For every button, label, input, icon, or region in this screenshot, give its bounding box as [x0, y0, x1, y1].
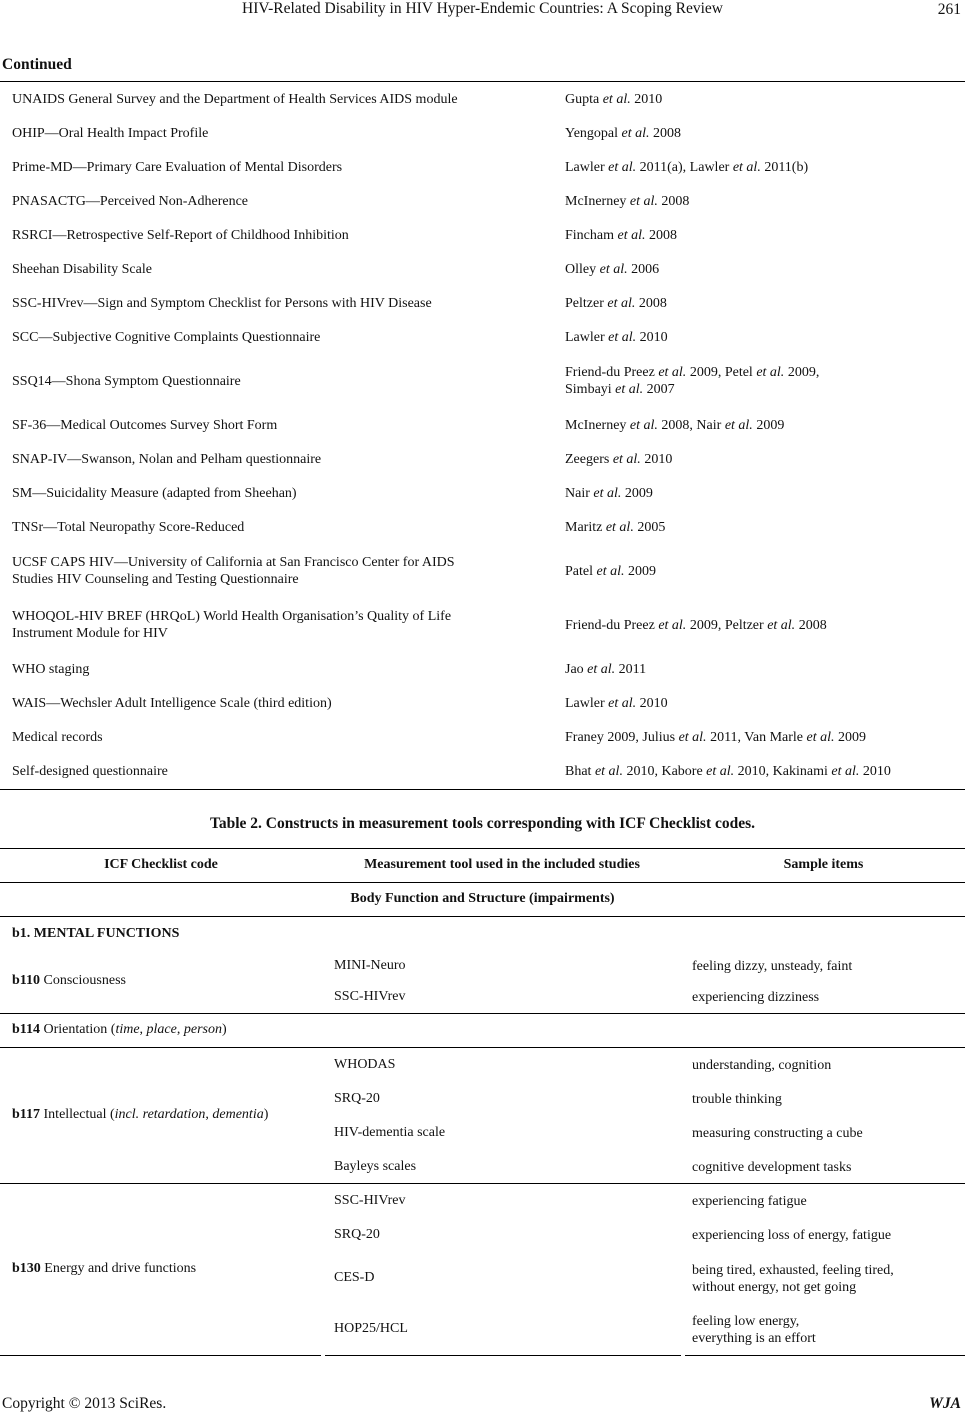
table1-tool-cell — [0, 159, 553, 176]
table1-reference-line: Olley et al. 2006 — [565, 261, 660, 277]
table1-reference-line: Simbayi et al. 2007 — [565, 382, 675, 397]
b117-sample-1: understanding, cognition — [692, 1058, 832, 1073]
b130-sample-3-line2: without energy, not get going — [692, 1280, 857, 1295]
table1-reference-cell — [553, 159, 965, 176]
code-b130-id: b130 — [12, 1261, 41, 1276]
table1-reference-line: Gupta et al. 2010 — [565, 91, 663, 107]
table1-reference-cell — [553, 729, 965, 746]
table1-tool-line: WHOQOL-HIV BREF (HRQoL) World Health Organisation’s Quality of Life — [12, 609, 452, 624]
b110-tool-1: MINI-Neuro — [334, 958, 406, 973]
code-b110-name: Consciousness — [43, 973, 126, 988]
header-measurement-tool: Measurement tool used in the included studies — [364, 857, 640, 872]
table1-tool-cell — [0, 763, 553, 780]
table1-reference-line: Friend-du Preez et al. 2009, Petel et al. 2009, — [565, 365, 820, 380]
b130-sample-4-line2: everything is an effort — [692, 1331, 816, 1346]
table1-tool-line: Instrument Module for HIV — [12, 626, 168, 641]
b130-sample-1: experiencing fatigue — [692, 1194, 807, 1209]
table1-tool-line: SF-36—Medical Outcomes Survey Short Form — [12, 417, 278, 433]
table1-reference-line: Peltzer et al. 2008 — [565, 295, 667, 311]
table1-reference-line: Nair et al. 2009 — [565, 485, 653, 501]
code-b114-person: person — [183, 1022, 222, 1037]
table1-tool-cell — [0, 261, 553, 278]
b117-tool-2: SRQ-20 — [334, 1091, 380, 1106]
code-b114 — [12, 1022, 227, 1038]
b130-tool-3: CES-D — [334, 1270, 375, 1285]
table2-bottom-rule-2 — [325, 1355, 681, 1356]
b130-sample-2: experiencing loss of energy, fatigue — [692, 1228, 892, 1243]
table1-row — [0, 598, 965, 652]
table1-continued — [0, 82, 965, 788]
running-header-title: HIV-Related Disability in HIV Hyper-Endemic Countries: A Scoping Review — [242, 0, 723, 17]
table1-reference-line: Franey 2009, Julius et al. 2011, Van Marle et al. 2009 — [565, 729, 866, 745]
code-b114-sep1: , — [139, 1022, 147, 1037]
b110-sample-2: experiencing dizziness — [692, 990, 820, 1005]
table1-tool-line: TNSr—Total Neuropathy Score-Reduced — [12, 519, 245, 535]
table1-tool-line: UCSF CAPS HIV—University of California at San Francisco Center for AIDS — [12, 555, 455, 570]
code-b114-sep2: , — [176, 1022, 184, 1037]
continued-label: Continued — [2, 56, 72, 73]
table1-reference-cell — [553, 485, 965, 502]
table1-reference-cell — [553, 417, 965, 434]
table1-row — [0, 218, 965, 252]
code-b117-close: ) — [263, 1107, 269, 1122]
table1-tool-cell — [0, 608, 553, 642]
footer-journal: WJA — [929, 1395, 961, 1412]
table1-row — [0, 408, 965, 442]
code-b114-time: time — [115, 1022, 140, 1037]
b110-rule — [0, 1013, 965, 1014]
code-b117-id: b117 — [12, 1107, 41, 1122]
table1-reference-cell — [553, 295, 965, 312]
table1-reference-line: Jao et al. 2011 — [565, 661, 647, 677]
table1-reference-line: McInerney et al. 2008, Nair et al. 2009 — [565, 417, 785, 433]
table1-reference-cell — [553, 91, 965, 108]
table1-tool-cell — [0, 373, 553, 390]
table1-reference-line: Maritz et al. 2005 — [565, 519, 666, 535]
section-body-function: Body Function and Structure (impairments) — [350, 891, 615, 906]
b130-sample-4-line1: feeling low energy, — [692, 1314, 800, 1329]
table1-tool-line: WAIS—Wechsler Adult Intelligence Scale (third edition) — [12, 695, 332, 711]
code-b114-close: ) — [222, 1022, 227, 1037]
footer-copyright: Copyright © 2013 SciRes. — [2, 1395, 167, 1412]
table1-reference-cell — [553, 193, 965, 210]
code-b117-retardation: incl. retardation — [114, 1107, 206, 1122]
table1-reference-line: Zeegers et al. 2010 — [565, 451, 673, 467]
table2-header-row — [0, 848, 965, 882]
code-b114-name: Orientation ( — [43, 1022, 116, 1037]
table1-reference-line: Friend-du Preez et al. 2009, Peltzer et al. 2008 — [565, 617, 827, 633]
table1-tool-line: RSRCI—Retrospective Self-Report of Childhood Inhibition — [12, 227, 349, 243]
table1-row — [0, 252, 965, 286]
table2-bottom-rule-1 — [0, 1355, 321, 1356]
table1-tool-line: SCC—Subjective Cognitive Complaints Questionnaire — [12, 329, 321, 345]
table1-reference-cell — [553, 661, 965, 678]
table1-tool-line: Self-designed questionnaire — [12, 763, 168, 779]
table1-row — [0, 184, 965, 218]
table1-tool-line: SM—Suicidality Measure (adapted from Sheehan) — [12, 485, 297, 501]
table1-tool-cell — [0, 729, 553, 746]
code-b110-id: b110 — [12, 973, 41, 988]
code-b117-sep1: , — [205, 1107, 213, 1122]
b110-sample-1: feeling dizzy, unsteady, faint — [692, 959, 853, 974]
table1-row — [0, 150, 965, 184]
table1-row — [0, 286, 965, 320]
table1-reference-line: Lawler et al. 2011(a), Lawler et al. 2011(b) — [565, 159, 809, 175]
code-b114-id: b114 — [12, 1022, 41, 1037]
table1-reference-cell — [553, 563, 965, 580]
code-b117-dementia: dementia — [212, 1107, 264, 1122]
table1-tool-cell — [0, 417, 553, 434]
table1-row — [0, 754, 965, 788]
table1-reference-line: Lawler et al. 2010 — [565, 695, 668, 711]
table1-tool-line: OHIP—Oral Health Impact Profile — [12, 125, 209, 141]
b110-tool-2: SSC-HIVrev — [334, 989, 406, 1004]
table1-tool-cell — [0, 329, 553, 346]
table2-bottom-rule-3 — [685, 1355, 965, 1356]
table1-tool-line: Studies HIV Counseling and Testing Questionnaire — [12, 572, 299, 587]
table1-reference-cell — [553, 451, 965, 468]
table1-row — [0, 510, 965, 544]
table1-tool-line: WHO staging — [12, 661, 90, 677]
table1-row — [0, 82, 965, 116]
b117-sample-3: measuring constructing a cube — [692, 1126, 863, 1141]
b117-sample-2: trouble thinking — [692, 1092, 782, 1107]
table1-tool-cell — [0, 485, 553, 502]
b130-tool-4: HOP25/HCL — [334, 1321, 408, 1336]
table1-reference-line: Yengopal et al. 2008 — [565, 125, 682, 141]
table1-row — [0, 442, 965, 476]
table1-reference-cell — [553, 364, 965, 398]
b117-tool-4: Bayleys scales — [334, 1159, 417, 1174]
table1-tool-cell — [0, 519, 553, 536]
table1-tool-cell — [0, 554, 553, 588]
b130-sample-3 — [692, 1262, 894, 1296]
table1-reference-line: McInerney et al. 2008 — [565, 193, 690, 209]
b117-rule — [0, 1183, 965, 1184]
table1-row — [0, 354, 965, 408]
table1-reference-line: Bhat et al. 2010, Kabore et al. 2010, Kakinami et al. 2010 — [565, 763, 891, 779]
table1-row — [0, 320, 965, 354]
b117-tool-1: WHODAS — [334, 1057, 396, 1072]
header-sample-items: Sample items — [783, 857, 864, 872]
table1-tool-line: SSQ14—Shona Symptom Questionnaire — [12, 373, 241, 389]
table1-reference-line: Lawler et al. 2010 — [565, 329, 668, 345]
table1-reference-cell — [553, 519, 965, 536]
b130-tool-2: SRQ-20 — [334, 1227, 380, 1242]
table1-tool-line: Medical records — [12, 729, 103, 745]
table1-tool-line: SNAP-IV—Swanson, Nolan and Pelham questionnaire — [12, 451, 322, 467]
table1-row — [0, 116, 965, 150]
table1-reference-cell — [553, 125, 965, 142]
code-b130 — [12, 1261, 196, 1277]
table1-tool-cell — [0, 91, 553, 108]
table1-reference-cell — [553, 763, 965, 780]
b114-rule — [0, 1047, 965, 1048]
b117-sample-4: cognitive development tasks — [692, 1160, 852, 1175]
table1-tool-line: Prime-MD—Primary Care Evaluation of Mental Disorders — [12, 159, 343, 175]
page-number: 261 — [937, 1, 961, 18]
b117-tool-3: HIV-dementia scale — [334, 1125, 446, 1140]
table1-bottom-rule — [0, 789, 965, 790]
code-b117 — [12, 1107, 268, 1123]
table1-tool-cell — [0, 695, 553, 712]
group-b1-mental-functions: b1. MENTAL FUNCTIONS — [12, 926, 180, 941]
table1-row — [0, 686, 965, 720]
table1-reference-cell — [553, 695, 965, 712]
b130-sample-3-line1: being tired, exhausted, feeling tired, — [692, 1263, 894, 1278]
code-b130-name: Energy and drive functions — [44, 1261, 197, 1276]
table1-reference-cell — [553, 617, 965, 634]
table1-tool-line: Sheehan Disability Scale — [12, 261, 152, 277]
table1-reference-line: Patel et al. 2009 — [565, 563, 656, 579]
table1-row — [0, 652, 965, 686]
table1-tool-cell — [0, 295, 553, 312]
table1-tool-cell — [0, 451, 553, 468]
b130-tool-1: SSC-HIVrev — [334, 1193, 406, 1208]
header-icf-code: ICF Checklist code — [104, 857, 218, 872]
table1-reference-line: Fincham et al. 2008 — [565, 227, 677, 243]
table2-caption: Table 2. Constructs in measurement tools corresponding with ICF Checklist codes. — [209, 815, 756, 832]
table1-tool-line: SSC-HIVrev—Sign and Symptom Checklist for Persons with HIV Disease — [12, 295, 432, 311]
code-b117-name: Intellectual ( — [43, 1107, 115, 1122]
table1-row — [0, 720, 965, 754]
table1-tool-cell — [0, 193, 553, 210]
table1-tool-cell — [0, 125, 553, 142]
table1-reference-cell — [553, 261, 965, 278]
table1-tool-line: PNASACTG—Perceived Non-Adherence — [12, 193, 248, 209]
section-rule — [0, 916, 965, 917]
table1-reference-cell — [553, 329, 965, 346]
code-b114-place: place — [146, 1022, 177, 1037]
table1-tool-cell — [0, 227, 553, 244]
table1-tool-line: UNAIDS General Survey and the Department of Health Services AIDS module — [12, 91, 458, 107]
table1-row — [0, 476, 965, 510]
code-b110 — [12, 973, 126, 989]
table1-row — [0, 544, 965, 598]
b130-sample-4 — [692, 1313, 816, 1347]
table1-tool-cell — [0, 661, 553, 678]
table1-reference-cell — [553, 227, 965, 244]
